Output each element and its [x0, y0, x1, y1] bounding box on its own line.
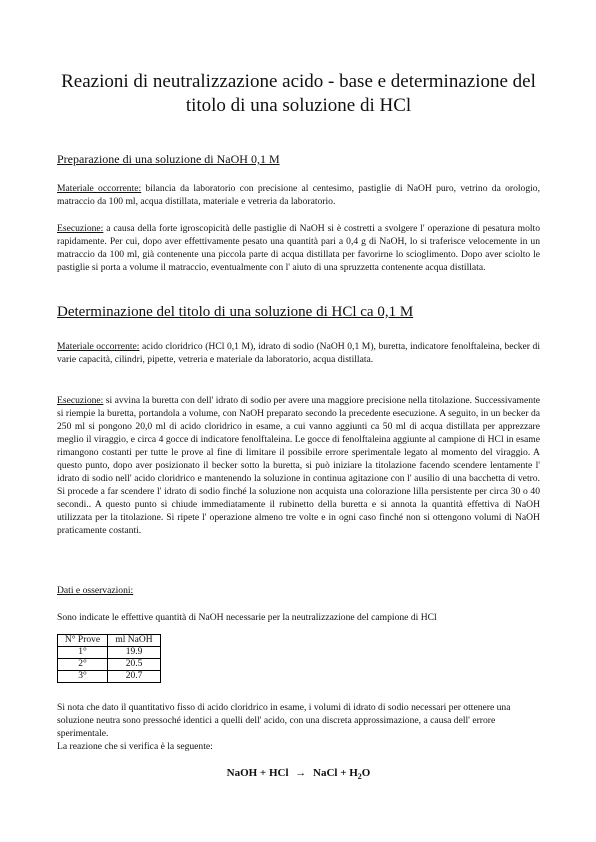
equation-products-end: O [361, 767, 371, 779]
table-cell: 3° [58, 671, 108, 683]
esecuzione-label: Esecuzione: [57, 395, 104, 406]
table-cell: 19.9 [108, 647, 161, 659]
esecuzione-label: Esecuzione: [57, 223, 104, 234]
section-heading-preparazione: Preparazione di una soluzione di NaOH 0,1 M [57, 152, 280, 166]
materiale-text: bilancia da laboratorio con precisione al centesimo, pastiglie di NaOH puro, vetrino da orologio, matraccio da 100 ml, acqua distillata, materiale e vetreria da laboratorio. [57, 183, 541, 207]
conclusion-paragraph: Si nota che dato il quantitativo fisso di acido cloridrico in esame, i volumi di idrato di sodio necessari per ottenere una soluzione neutra sono pressoché identici a quelli dell' acido, con una discreta approssimazione, a causa dell' errore sperimentale. [57, 702, 511, 739]
table-row [58, 671, 161, 683]
equation-products: NaCl + H [313, 767, 358, 779]
table-header-cell: ml NaOH [108, 635, 161, 647]
esecuzione-paragraph-2 [57, 394, 540, 537]
materiale-label: Materiale occorrente: [57, 183, 142, 194]
table-cell: 1° [58, 647, 108, 659]
materiale-paragraph-1 [57, 182, 540, 208]
reaction-intro: La reazione che si verifica è la seguente: [57, 741, 213, 752]
reaction-arrow-icon: → [295, 767, 307, 779]
subscript: 2 [357, 772, 362, 782]
table-row [58, 659, 161, 671]
esecuzione-text: a causa della forte igroscopicità delle pastiglie di NaOH si è costretti a svolgere l' operazione di pesatura molto rapidamente. Per cui, dopo aver effettivamente pesato una quantità pari a 0,4 g di NaOH, lo si traferisce velocemente in un matraccio da 100 ml, già contenente una piccola parte di acqua distillata per favorirne lo scioglimento. Dopo aver sciolto le pastiglie si porta a volume il matraccio, eventualmente con l' aiuto di una spruzzetta contenente acqua distillata. [57, 223, 540, 273]
section-heading-determinazione: Determinazione del titolo di una soluzione di HCl ca 0,1 M [57, 304, 414, 320]
page-title: Reazioni di neutralizzazione acido - base e determinazione del titolo di una soluzione di HCl [61, 71, 536, 116]
esecuzione-paragraph-1 [57, 222, 540, 274]
naoh-volumes-table [57, 634, 161, 683]
reaction-equation [57, 767, 540, 781]
dati-heading: Dati e osservazioni: [57, 585, 134, 596]
table-cell: 2° [58, 659, 108, 671]
table-cell: 20.5 [108, 659, 161, 671]
materiale-label: Materiale occorrente: [57, 341, 140, 352]
esecuzione-text: si avvina la buretta con dell' idrato di sodio per avere una maggiore precisione nella titolazione. Successivamente si riempie la buretta, portandola a volume, con NaOH preparato secondo la precedente esecuzione. A seguito, in un becker da 250 ml si pongono 20,0 ml di acido cloridrico in esame, a cui vanno aggiunti ca 50 ml di acqua distillata per apprezzare meglio il viraggio, e circa 4 gocce di indicatore fenolftaleina. Le gocce di fenolftaleina aggiunte al campione di HCl in esame rimangono costanti per tutte le prove al fine di limitare il possibile errore sperimentale legato al momento del viraggio. A questo punto, dopo aver posizionato il becker sotto la buretta, si può iniziare la titolazione facendo scendere lentamente l' idrato di sodio nell' acido cloridrico e mantenendo la soluzione in continua agitazione con l' ausilio di una bacchetta di vetro. Si procede a far scendere l' idrato di sodio finché la soluzione non acquista una colorazione lilla persistente per circa 30 o 40 secondi.. A questo punto si chiude immediatamente il rubinetto della buretta e si annota la quantità effettiva di NaOH utilizzata per la titolazione. Si ripete l' operazione almeno tre volte e in ogni caso finché non si ottengono volumi di NaOH praticamente costanti. [57, 395, 540, 536]
table-cell: 20.7 [108, 671, 161, 683]
equation-reactants: NaOH + HCl [226, 767, 289, 779]
dati-intro: Sono indicate le effettive quantità di NaOH necessarie per la neutralizzazione del campione di HCl [57, 612, 437, 623]
materiale-paragraph-2 [57, 340, 540, 366]
table-row [58, 647, 161, 659]
table-header-cell: N° Prove [58, 635, 108, 647]
materiale-text: acido cloridrico (HCl 0,1 M), idrato di sodio (NaOH 0,1 M), buretta, indicatore fenolftaleina, becker di varie capacità, cilindri, pipette, vetreria e materiale da laboratorio, acqua distillata. [57, 341, 541, 365]
table-header-row [58, 635, 161, 647]
